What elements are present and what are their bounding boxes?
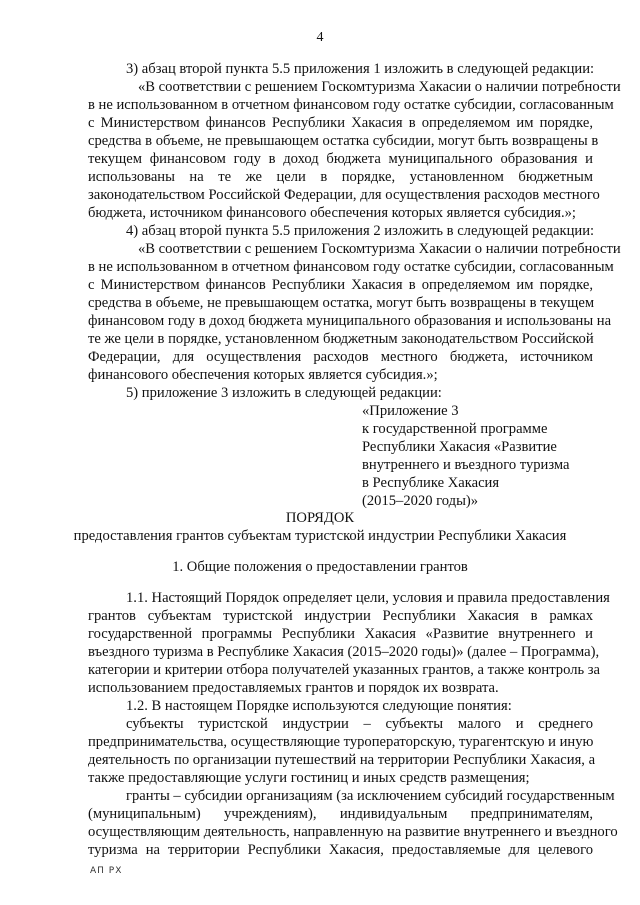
annex-line: внутреннего и въездного туризма: [362, 457, 570, 473]
section-title: 1. Общие положения о предоставлении грантов: [172, 559, 468, 575]
text-line: с Министерством финансов Республики Хакасия в определяемом им порядке,: [88, 277, 593, 293]
text-line: с Министерством финансов Республики Хакасия в определяемом им порядке,: [88, 115, 593, 131]
text-line: те же цели в порядке, установленном бюджетным законодательством Российской: [88, 331, 594, 347]
text-line: категории и критерии отбора получателей указанных грантов, а также контроль за: [88, 662, 601, 678]
text-line: законодательством Российской Федерации, для осуществления расходов местного: [88, 187, 600, 203]
text-line: субъекты туристской индустрии – субъекты малого и среднего: [126, 716, 593, 732]
text-line: средства в объеме, не превышающем остатка, могут быть возвращены в текущем: [88, 295, 595, 311]
text-line: 5) приложение 3 изложить в следующей редакции:: [126, 385, 442, 401]
text-line: туризма на территории Республики Хакасия, предоставляемые для целевого: [88, 842, 593, 858]
text-line: (муниципальным) учреждениям), индивидуальным предпринимателям,: [88, 806, 593, 822]
text-line: «В соответствии с решением Госкомтуризма Хакасии о наличии потребности: [138, 79, 621, 95]
annex-line: в Республике Хакасия: [362, 475, 500, 491]
page-number: 4: [316, 30, 324, 45]
text-line: также предоставляющие услуги гостиниц и иных средств размещения;: [88, 770, 530, 786]
text-line: финансового обеспечения которых является субсидия.»;: [88, 367, 438, 383]
text-line: 4) абзац второй пункта 5.5 приложения 2 изложить в следующей редакции:: [126, 223, 595, 239]
annex-line: «Приложение 3: [362, 403, 459, 419]
text-line: средства в объеме, не превышающем остатка субсидии, могут быть возвращены в: [88, 133, 599, 149]
text-line: в не использованном в отчетном финансовом году остатке субсидии, согласованным: [88, 97, 614, 113]
annex-line: к государственной программе: [362, 421, 548, 437]
text-line: 1.1. Настоящий Порядок определяет цели, условия и правила предоставления: [126, 590, 610, 606]
text-line: в не использованном в отчетном финансовом году остатке субсидии, согласованным: [88, 259, 614, 275]
text-line: 1.2. В настоящем Порядке используются следующие понятия:: [126, 698, 512, 714]
annex-line: (2015–2020 годы)»: [362, 493, 479, 509]
text-line: «В соответствии с решением Госкомтуризма Хакасии о наличии потребности: [138, 241, 621, 257]
text-line: бюджета, источником финансового обеспечения которых является субсидия.»;: [88, 205, 576, 221]
text-line: текущем финансовом году в доход бюджета муниципального образования и: [88, 151, 593, 167]
annex-line: Республики Хакасия «Развитие: [362, 439, 557, 455]
text-line: въездного туризма в Республике Хакасия (2015–2020 годы)» (далее – Программа),: [88, 644, 600, 660]
text-line: 3) абзац второй пункта 5.5 приложения 1 изложить в следующей редакции:: [126, 61, 595, 77]
text-line: гранты – субсидии организациям (за исключением субсидий государственным: [126, 788, 615, 804]
text-line: финансовом году в доход бюджета муниципального образования и использованы на: [88, 313, 612, 329]
text-line: использованы на те же цели в порядке, установленном бюджетным: [88, 169, 593, 185]
text-line: осуществляющим деятельность, направленную на развитие внутреннего и въездного: [88, 824, 618, 840]
text-line: деятельность по организации путешествий на территории Республики Хакасия, а: [88, 752, 596, 768]
text-line: предпринимательства, осуществляющие туроператорскую, турагентскую и иную: [88, 734, 594, 750]
text-line: грантов субъектам туристской индустрии Республики Хакасия в рамках: [88, 608, 593, 624]
footer-stamp: АП РХ: [90, 866, 123, 876]
text-line: использованием предоставляемых грантов и порядок их возврата.: [88, 680, 499, 696]
document-title: ПОРЯДОК: [285, 510, 355, 526]
text-line: Федерации, для осуществления расходов местного бюджета, источником: [88, 349, 593, 365]
text-line: государственной программы Республики Хакасия «Развитие внутреннего и: [88, 626, 593, 642]
document-subtitle: предоставления грантов субъектам туристской индустрии Республики Хакасия: [73, 528, 567, 544]
